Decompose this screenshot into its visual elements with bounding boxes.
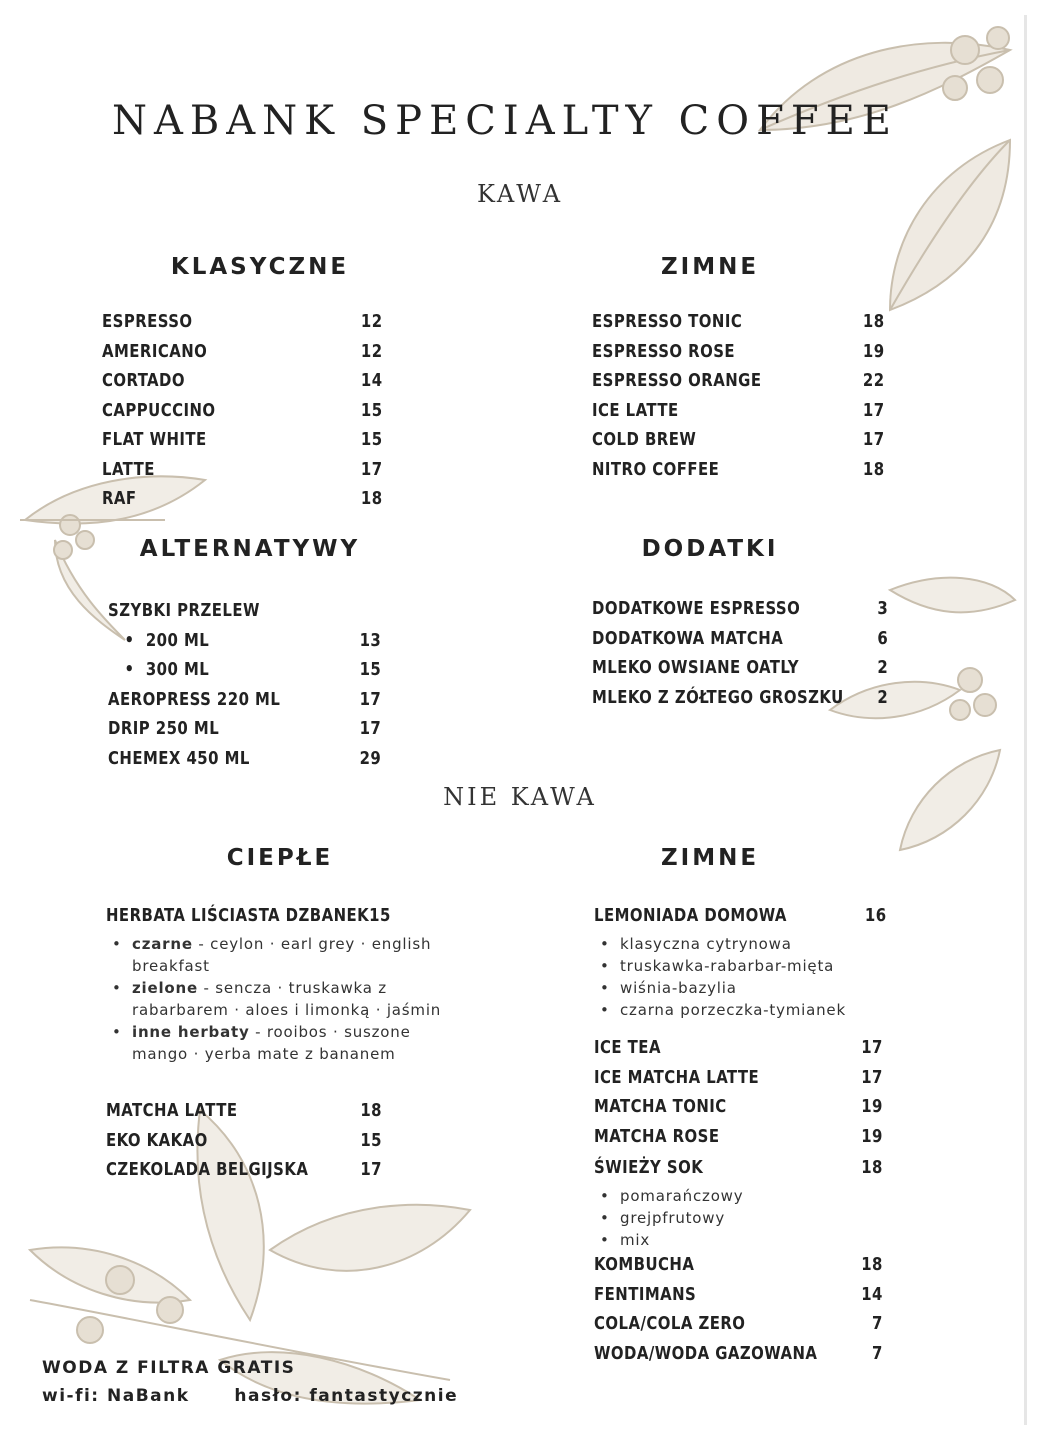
item-name: AMERICANO — [102, 340, 208, 362]
item-price: 29 — [359, 747, 382, 769]
item-name: SZYBKI PRZELEW — [108, 600, 260, 621]
item-name: NITRO COFFEE — [592, 458, 720, 480]
item-price: 15 — [360, 429, 383, 450]
menu-item — [592, 370, 885, 400]
item-price: 19 — [861, 1096, 883, 1117]
item-price: 14 — [861, 1283, 883, 1305]
item-name: FENTIMANS — [594, 1283, 697, 1305]
menu-item — [102, 429, 383, 459]
menu-item — [592, 400, 885, 430]
item-price: 18 — [360, 1100, 382, 1121]
item-name: MATCHA ROSE — [594, 1125, 720, 1147]
menu-item — [108, 718, 381, 748]
menu-item — [594, 1313, 883, 1343]
menu-item — [594, 1254, 883, 1284]
wifi-network: wi-fi: NaBank — [42, 1386, 190, 1406]
menu-item — [108, 748, 381, 778]
lemoniada-block — [594, 905, 912, 1021]
item-name: EKO KAKAO — [106, 1129, 208, 1151]
item-price: 18 — [861, 1254, 883, 1275]
menu-title: NABANK SPECIALTY COFFEE — [112, 98, 898, 144]
sok-flavors-list — [594, 1185, 908, 1251]
herbata-types-list — [106, 933, 446, 1065]
menu-item — [106, 1130, 382, 1160]
item-price: 19 — [862, 340, 885, 362]
list-item: • zielone - sencza · truskawka z rabarbarem · aloes i limonką · jaśmin — [106, 977, 446, 1021]
item-price: 19 — [861, 1125, 883, 1147]
menu-item — [594, 1037, 883, 1067]
item-name: CHEMEX 450 ML — [108, 747, 250, 769]
item-name: COLD BREW — [592, 429, 697, 450]
item-price: 15 — [360, 1129, 382, 1151]
lemoniada-flavors-list — [594, 933, 912, 1021]
item-name: LATTE — [102, 458, 155, 480]
item-price: 17 — [359, 688, 382, 710]
item-name: DODATKOWE ESPRESSO — [592, 598, 801, 619]
list-item: • grejpfrutowy — [594, 1207, 908, 1229]
sok-block — [594, 1157, 908, 1251]
item-price: 18 — [862, 311, 885, 332]
zimne-niekawa-list-b — [594, 1254, 908, 1372]
item-name: COLA/COLA ZERO — [594, 1313, 746, 1334]
item-price: 17 — [861, 1066, 883, 1088]
list-item: • truskawka-rabarbar-mięta — [594, 955, 912, 977]
menu-item-szybki-przelew — [108, 600, 381, 630]
item-name: ŚWIEŻY SOK — [594, 1157, 704, 1178]
menu-item — [592, 657, 888, 687]
menu-item — [102, 459, 383, 489]
item-name: • 200 ML — [124, 629, 210, 651]
item-name: DODATKOWA MATCHA — [592, 627, 784, 649]
item-name: • 300 ML — [124, 659, 210, 680]
menu-item — [592, 311, 885, 341]
item-name: ICE TEA — [594, 1037, 661, 1058]
menu-item — [592, 429, 885, 459]
item-name: AEROPRESS 220 ML — [108, 688, 281, 710]
coffee-branch-top-right-illustration — [740, 10, 1025, 340]
list-item: • mix — [594, 1229, 908, 1251]
item-price: 12 — [360, 340, 383, 362]
item-price: 18 — [360, 488, 383, 509]
menu-item — [102, 488, 383, 518]
cieple-list — [106, 905, 446, 1065]
section-heading-coffee: KAWA — [476, 180, 564, 208]
item-price: 17 — [861, 1037, 883, 1058]
item-price: 18 — [862, 458, 885, 480]
menu-item-sok — [594, 1157, 883, 1185]
item-price: 12 — [360, 311, 383, 332]
item-price: 15 — [359, 659, 382, 680]
category-heading-alternatywy: ALTERNATYWY — [139, 536, 361, 562]
list-item: • inne herbaty - rooibos · suszone mango · yerba mate z bananem — [106, 1021, 446, 1065]
item-name: ESPRESSO ORANGE — [592, 370, 762, 391]
item-name: ESPRESSO ROSE — [592, 340, 736, 362]
item-price: 14 — [360, 370, 383, 391]
menu-item — [592, 628, 888, 658]
item-name: KOMBUCHA — [594, 1254, 695, 1275]
dodatki-list — [592, 598, 914, 716]
item-price: 13 — [359, 629, 382, 651]
item-name: MLEKO OWSIANE OATLY — [592, 657, 799, 678]
item-price: 3 — [877, 598, 889, 619]
item-price: 17 — [359, 718, 382, 739]
menu-item — [106, 1159, 382, 1189]
item-name: ICE MATCHA LATTE — [594, 1066, 760, 1088]
menu-item-herbata — [106, 905, 391, 933]
category-heading-zimne-niekawa: ZIMNE — [660, 845, 760, 871]
item-name: WODA/WODA GAZOWANA — [594, 1342, 818, 1364]
item-price: 2 — [877, 686, 889, 708]
section-heading-non-coffee: NIE KAWA — [443, 783, 597, 811]
wifi-info — [42, 1386, 458, 1406]
item-price: 7 — [872, 1342, 883, 1364]
item-name: RAF — [102, 488, 137, 509]
item-price: 22 — [862, 370, 885, 391]
menu-item — [592, 341, 885, 371]
zimne-kawa-list — [592, 311, 910, 488]
list-item: • wiśnia-bazylia — [594, 977, 912, 999]
menu-item — [594, 1096, 883, 1126]
item-price: 17 — [360, 1159, 382, 1180]
menu-item — [102, 311, 383, 341]
item-name: LEMONIADA DOMOWA — [594, 905, 787, 926]
item-name: MATCHA LATTE — [106, 1100, 238, 1121]
category-heading-klasyczne: KLASYCZNE — [170, 254, 350, 280]
item-name: CORTADO — [102, 370, 186, 391]
item-price: 6 — [877, 627, 889, 649]
category-heading-zimne-kawa: ZIMNE — [660, 254, 760, 280]
item-name: ESPRESSO TONIC — [592, 311, 743, 332]
menu-item — [108, 689, 381, 719]
item-price: 15 — [360, 399, 383, 421]
item-price: 18 — [861, 1157, 883, 1178]
item-name: ICE LATTE — [592, 399, 679, 421]
menu-item — [102, 370, 383, 400]
menu-item — [102, 341, 383, 371]
klasyczne-list — [102, 311, 407, 518]
item-name: CAPPUCCINO — [102, 399, 216, 421]
list-item: • czarne - ceylon · earl grey · english breakfast — [106, 933, 446, 977]
menu-item — [592, 459, 885, 489]
menu-item — [592, 687, 888, 717]
menu-item-option — [108, 630, 381, 660]
menu-item — [594, 1284, 883, 1314]
list-item: • pomarańczowy — [594, 1185, 908, 1207]
item-price: 15 — [369, 905, 391, 926]
item-price: 17 — [862, 399, 885, 421]
item-name: CZEKOLADA BELGIJSKA — [106, 1159, 309, 1180]
item-name: ESPRESSO — [102, 311, 193, 332]
item-name: HERBATA LIŚCIASTA DZBANEK — [106, 905, 370, 926]
item-name: MATCHA TONIC — [594, 1096, 727, 1117]
menu-item — [102, 400, 383, 430]
item-name: FLAT WHITE — [102, 429, 207, 450]
zimne-niekawa-list-a — [594, 1037, 908, 1155]
free-water-note: WODA Z FILTRA GRATIS — [42, 1358, 296, 1378]
menu-item — [594, 1343, 883, 1373]
list-item: • klasyczna cytrynowa — [594, 933, 912, 955]
menu-item — [594, 1067, 883, 1097]
category-heading-cieple: CIEPŁE — [226, 845, 334, 871]
list-item: • czarna porzeczka-tymianek — [594, 999, 912, 1021]
wifi-password: hasło: fantastycznie — [234, 1386, 459, 1406]
menu-item-option — [108, 659, 381, 689]
item-name: MLEKO Z ZÓŁTEGO GROSZKU — [592, 686, 844, 708]
item-price: 17 — [360, 458, 383, 480]
category-heading-dodatki: DODATKI — [641, 536, 779, 562]
item-price: 16 — [864, 905, 887, 926]
alternatywy-list — [108, 600, 405, 777]
menu-item — [106, 1100, 382, 1130]
item-price: 7 — [872, 1313, 883, 1334]
menu-item-lemoniada — [594, 905, 887, 933]
item-price: 2 — [877, 657, 889, 678]
menu-item — [592, 598, 888, 628]
item-name: DRIP 250 ML — [108, 718, 220, 739]
cieple-items-list — [106, 1100, 406, 1189]
menu-item — [594, 1126, 883, 1156]
item-price: 17 — [862, 429, 885, 450]
